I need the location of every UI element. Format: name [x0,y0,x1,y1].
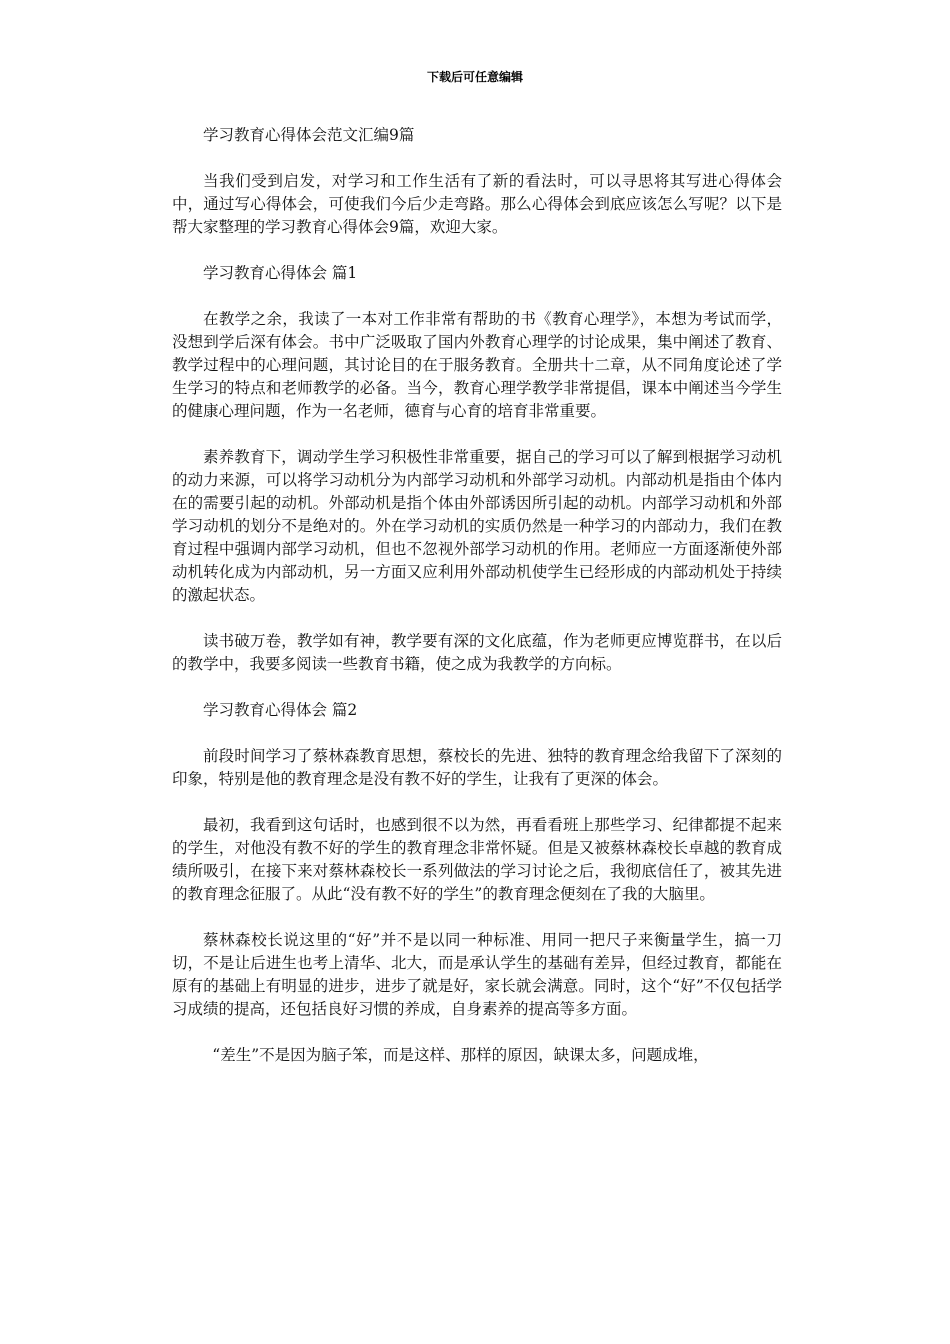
section-1-paragraph-3: 读书破万卷，教学如有神，教学要有深的文化底蕴，作为老师更应博览群书，在以后的教学中，我要多阅读一些教育书籍，使之成为我教学的方向标。 [172,632,782,673]
section-1-paragraph-1: 在教学之余，我读了一本对工作非常有帮助的书《教育心理学》，本想为考试而学，没想到学后深有体会。书中广泛吸取了国内外教育心理学的讨论成果，集中阐述了教育、教学过程中的心理问题，其讨论目的在于服务教育。全册共十二章，从不同角度论述了学生学习的特点和老师教学的必备。当今，教育心理学教学非常提倡，课本中阐述当今学生的健康心理问题，作为一名老师，德育与心育的培育非常重要。 [172,310,782,420]
section-1-paragraph-2: 素养教育下，调动学生学习积极性非常重要，据自己的学习可以了解到根据学习动机的动力来源，可以将学习动机分为内部学习动机和外部学习动机。内部动机是指由个体内在的需要引起的动机。外部动机是指个体由外部诱因所引起的动机。内部学习动机和外部学习动机的划分不是绝对的。外在学习动机的实质仍然是一种学习的内部动力，我们在教育过程中强调内部学习动机，但也不忽视外部学习动机的作用。老师应一方面逐渐使外部动机转化成为内部动机，另一方面又应利用外部动机使学生已经形成的内部动机处于持续的激起状态。 [172,448,782,604]
section-2-paragraph-1: 前段时间学习了蔡林森教育思想，蔡校长的先进、独特的教育理念给我留下了深刻的印象，特别是他的教育理念是没有教不好的学生，让我有了更深的体会。 [172,747,782,788]
section-heading-2: 学习教育心得体会 篇2 [203,701,358,719]
section-heading-1: 学习教育心得体会 篇1 [203,264,358,282]
page-header-note: 下载后可任意编辑 [426,70,523,84]
intro-paragraph: 当我们受到启发，对学习和工作生活有了新的看法时，可以寻思将其写进心得体会中，通过写心得体会，可使我们今后少走弯路。那么心得体会到底应该怎么写呢？以下是帮大家整理的学习教育心得体会9篇，欢迎大家。 [172,172,782,236]
section-2-paragraph-2: 最初，我看到这句话时，也感到很不以为然，再看看班上那些学习、纪律都提不起来的学生，对他没有教不好的学生的教育理念非常怀疑。但是又被蔡林森校长卓越的教育成绩所吸引，在接下来对蔡林森校长一系列做法的学习讨论之后，我彻底信任了，被其先进的教育理念征服了。从此“没有教不好的学生”的教育理念便刻在了我的大脑里。 [172,816,782,903]
section-2-paragraph-3: 蔡林森校长说这里的“好”并不是以同一种标准、用同一把尺子来衡量学生，搞一刀切，不是让后进生也考上清华、北大，而是承认学生的基础有差异，但经过教育，都能在原有的基础上有明显的进步，进步了就是好，家长就会满意。同时，这个“好”不仅包括学习成绩的提高，还包括良好习惯的养成，自身素养的提高等多方面。 [172,931,782,1018]
document-title: 学习教育心得体会范文汇编9篇 [203,126,415,144]
section-2-paragraph-4: “差生”不是因为脑子笨，而是这样、那样的原因，缺课太多，问题成堆， [212,1046,709,1064]
document-body [172,124,782,1067]
